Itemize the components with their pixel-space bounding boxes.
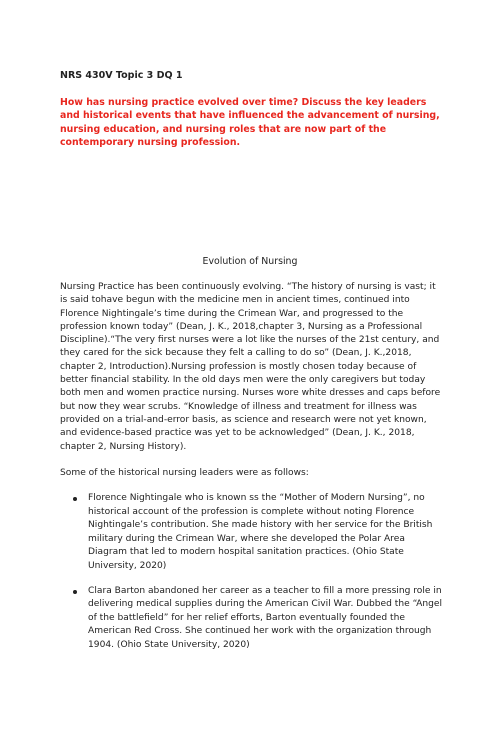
list-item [60,492,443,574]
list-intro: Some of the historical nursing leaders were as follows: [60,468,309,478]
list-item [60,585,443,653]
bullet-icon [73,497,77,501]
bullet-icon [73,590,77,594]
leaders-list [60,492,443,664]
essay-title: Evolution of Nursing [202,256,298,267]
body-paragraph: Nursing Practice has been continuously evolving. “The history of nursing is vast; it is said tohave begun with the medicine men in ancient times, continued into Florence Nightingale’s time during the Crimean War, and progressed to the profession known today” (Dean, J. K., 2018,chapter 3, Nursing as a Professional Discipline).“The very first nurses were a lot like the nurses of the 21st century, and they cared for the sick because they felt a calling to do so” (Dean, J. K.,2018, chapter 2, Introduction).Nursing profession is mostly chosen today because of better financial stability. In the old days men were the only caregivers but today both men and women practice nursing. Nurses wore white dresses and caps before but now they wear scrubs. “Knowledge of illness and treatment for illness was provided on a trial-and-error basis, as science and research were not yet known, and evidence-based practice was yet to be acknowledged” (Dean, J. K., 2018, chapter 2, Nursing History). [60,282,441,452]
document-heading: NRS 430V Topic 3 DQ 1 [60,70,183,81]
list-item-text: Clara Barton abandoned her career as a teacher to fill a more pressing role in delivering medical supplies during the American Civil War. Dubbed the “Angel of the battlefield” for her relief efforts, Barton eventually founded the American Red Cross. She continued her work with the organization through 1904. (Ohio State University, 2020) [88,585,443,650]
discussion-question: How has nursing practice evolved over time? Discuss the key leaders and historical events that have influenced the advancement of nursing, nursing education, and nursing roles that are now part of the contemporary nursing profession. [60,97,440,148]
list-item-text: Florence Nightingale who is known ss the “Mother of Modern Nursing”, no historical account of the profession is complete without noting Florence Nightingale’s contribution. She made history with her service for the British military during the Crimean War, where she developed the Polar Area Diagram that led to modern hospital sanitation practices. (Ohio State University, 2020) [88,493,433,571]
